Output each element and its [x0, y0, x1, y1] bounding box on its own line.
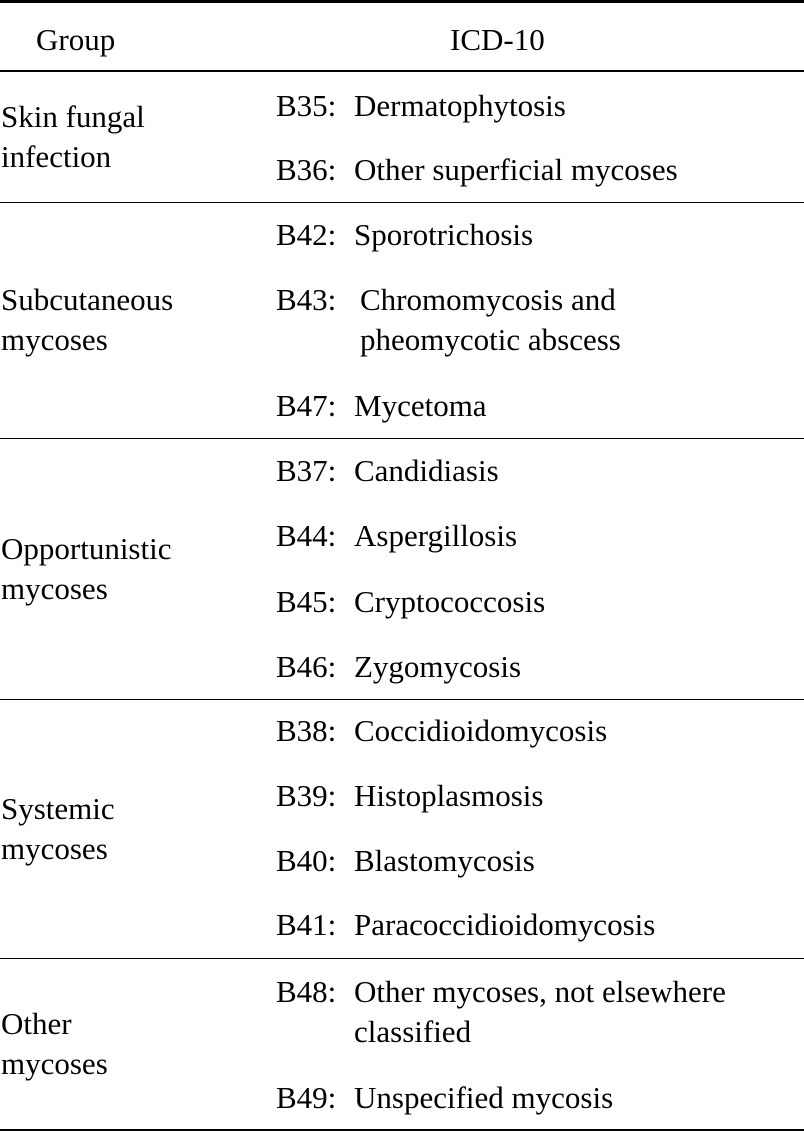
icd-code: B45: — [276, 584, 337, 619]
group-label: Systemic mycoses — [1, 791, 115, 866]
icd-code: B37: — [276, 453, 337, 488]
icd-description: Candidiasis — [354, 453, 499, 488]
icd-code: B36: — [276, 152, 337, 187]
icd-description: Paracoccidioidomycosis — [354, 907, 656, 942]
icd-description: Cryptococcosis — [354, 584, 546, 619]
icd-description: Zygomycosis — [354, 649, 522, 684]
group-systemic-mycoses — [0, 700, 804, 959]
group-subcutaneous-mycoses — [0, 203, 804, 439]
icd-code: B46: — [276, 649, 337, 684]
icd-description: Blastomycosis — [354, 843, 535, 878]
group-label: Subcutaneous mycoses — [1, 282, 174, 357]
group-skin-fungal-infection — [0, 72, 804, 203]
group-opportunistic-mycoses — [0, 439, 804, 700]
icd-description: Other mycoses, not elsewhere classified — [354, 974, 726, 1049]
icd-description: Unspecified mycosis — [354, 1080, 614, 1115]
icd-description: Sporotrichosis — [354, 217, 534, 252]
icd-description: Histoplasmosis — [354, 778, 544, 813]
table-header — [0, 3, 804, 70]
group-label: Other mycoses — [1, 1006, 108, 1081]
icd-description: Aspergillosis — [354, 518, 518, 553]
group-other-mycoses — [0, 959, 804, 1131]
icd-code: B38: — [276, 713, 337, 748]
icd-description: Mycetoma — [354, 388, 487, 423]
header-icd10: ICD-10 — [450, 22, 545, 57]
icd-code: B49: — [276, 1080, 337, 1115]
header-group: Group — [36, 22, 116, 57]
icd-code: B39: — [276, 778, 337, 813]
icd-description: Dermatophytosis — [354, 88, 566, 123]
icd-code: B43: — [276, 282, 337, 317]
icd-code: B40: — [276, 843, 337, 878]
icd-code: B42: — [276, 217, 337, 252]
icd-code: B41: — [276, 907, 337, 942]
icd-code: B48: — [276, 974, 337, 1009]
group-label: Skin fungal infection — [1, 99, 145, 174]
group-label: Opportunistic mycoses — [1, 531, 172, 606]
icd-description: Coccidioidomycosis — [354, 713, 608, 748]
icd-code: B47: — [276, 388, 337, 423]
icd-code: B35: — [276, 88, 337, 123]
icd-description: Other superficial mycoses — [354, 152, 678, 187]
icd-code: B44: — [276, 518, 337, 553]
icd-description: Chromomycosis and pheomycotic abscess — [360, 282, 621, 357]
